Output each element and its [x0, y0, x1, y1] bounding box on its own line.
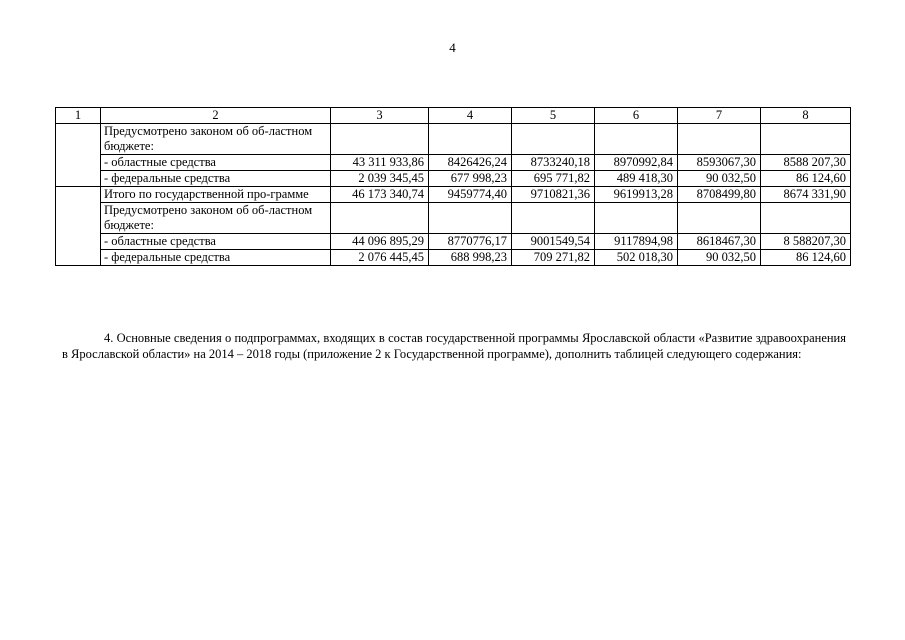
value-cell: [678, 203, 761, 234]
value-cell: 489 418,30: [595, 171, 678, 187]
value-cell: [512, 124, 595, 155]
value-cell: [595, 124, 678, 155]
value-cell: 502 018,30: [595, 250, 678, 266]
value-cell: [429, 124, 512, 155]
value-cell: 8 588207,30: [761, 234, 851, 250]
value-cell: [331, 203, 429, 234]
row-label: - областные средства: [101, 155, 331, 171]
value-cell: 44 096 895,29: [331, 234, 429, 250]
value-cell: 46 173 340,74: [331, 187, 429, 203]
value-cell: 43 311 933,86: [331, 155, 429, 171]
header-cell: 2: [101, 108, 331, 124]
value-cell: 8733240,18: [512, 155, 595, 171]
value-cell: [761, 203, 851, 234]
value-cell: 8618467,30: [678, 234, 761, 250]
value-cell: 9001549,54: [512, 234, 595, 250]
value-cell: 90 032,50: [678, 250, 761, 266]
row-label: Предусмотрено законом об об-ластном бюджете:: [101, 203, 331, 234]
value-cell: 86 124,60: [761, 250, 851, 266]
group-index-cell: [56, 124, 101, 187]
value-cell: 90 032,50: [678, 171, 761, 187]
table-row: [56, 250, 851, 266]
value-cell: 9619913,28: [595, 187, 678, 203]
header-cell: 3: [331, 108, 429, 124]
header-cell: 8: [761, 108, 851, 124]
value-cell: [512, 203, 595, 234]
table-row: [56, 203, 851, 234]
row-label: - федеральные средства: [101, 171, 331, 187]
value-cell: 9459774,40: [429, 187, 512, 203]
row-label: - областные средства: [101, 234, 331, 250]
value-cell: 8588 207,30: [761, 155, 851, 171]
value-cell: 677 998,23: [429, 171, 512, 187]
row-label: - федеральные средства: [101, 250, 331, 266]
table-row: [56, 155, 851, 171]
value-cell: 9117894,98: [595, 234, 678, 250]
value-cell: 2 039 345,45: [331, 171, 429, 187]
row-label: Итого по государственной про-грамме: [101, 187, 331, 203]
table-row: [56, 234, 851, 250]
value-cell: 86 124,60: [761, 171, 851, 187]
budget-table: [55, 107, 851, 266]
header-cell: 1: [56, 108, 101, 124]
header-cell: 7: [678, 108, 761, 124]
value-cell: 8426426,24: [429, 155, 512, 171]
value-cell: 695 771,82: [512, 171, 595, 187]
value-cell: 8674 331,90: [761, 187, 851, 203]
header-cell: 6: [595, 108, 678, 124]
value-cell: 709 271,82: [512, 250, 595, 266]
value-cell: [678, 124, 761, 155]
table-row: [56, 124, 851, 155]
value-cell: [595, 203, 678, 234]
value-cell: [429, 203, 512, 234]
value-cell: 8708499,80: [678, 187, 761, 203]
value-cell: 2 076 445,45: [331, 250, 429, 266]
value-cell: 8970992,84: [595, 155, 678, 171]
value-cell: 688 998,23: [429, 250, 512, 266]
page-number: 4: [449, 40, 456, 55]
header-cell: 4: [429, 108, 512, 124]
value-cell: 9710821,36: [512, 187, 595, 203]
table-row: [56, 187, 851, 203]
value-cell: 8770776,17: [429, 234, 512, 250]
value-cell: 8593067,30: [678, 155, 761, 171]
row-label: Предусмотрено законом об об-ластном бюджете:: [101, 124, 331, 155]
header-cell: 5: [512, 108, 595, 124]
value-cell: [761, 124, 851, 155]
table-row: [56, 171, 851, 187]
table-header-row: [56, 108, 851, 124]
body-paragraph: 4. Основные сведения о подпрограммах, входящих в состав государственной программы Ярославской области «Развитие здравоохранения в Ярославской области» на 2014 – 2018 годы (приложение 2 к Государственной программе), дополнить таблицей следующего содержания:: [62, 330, 846, 361]
group-index-cell: [56, 187, 101, 266]
value-cell: [331, 124, 429, 155]
